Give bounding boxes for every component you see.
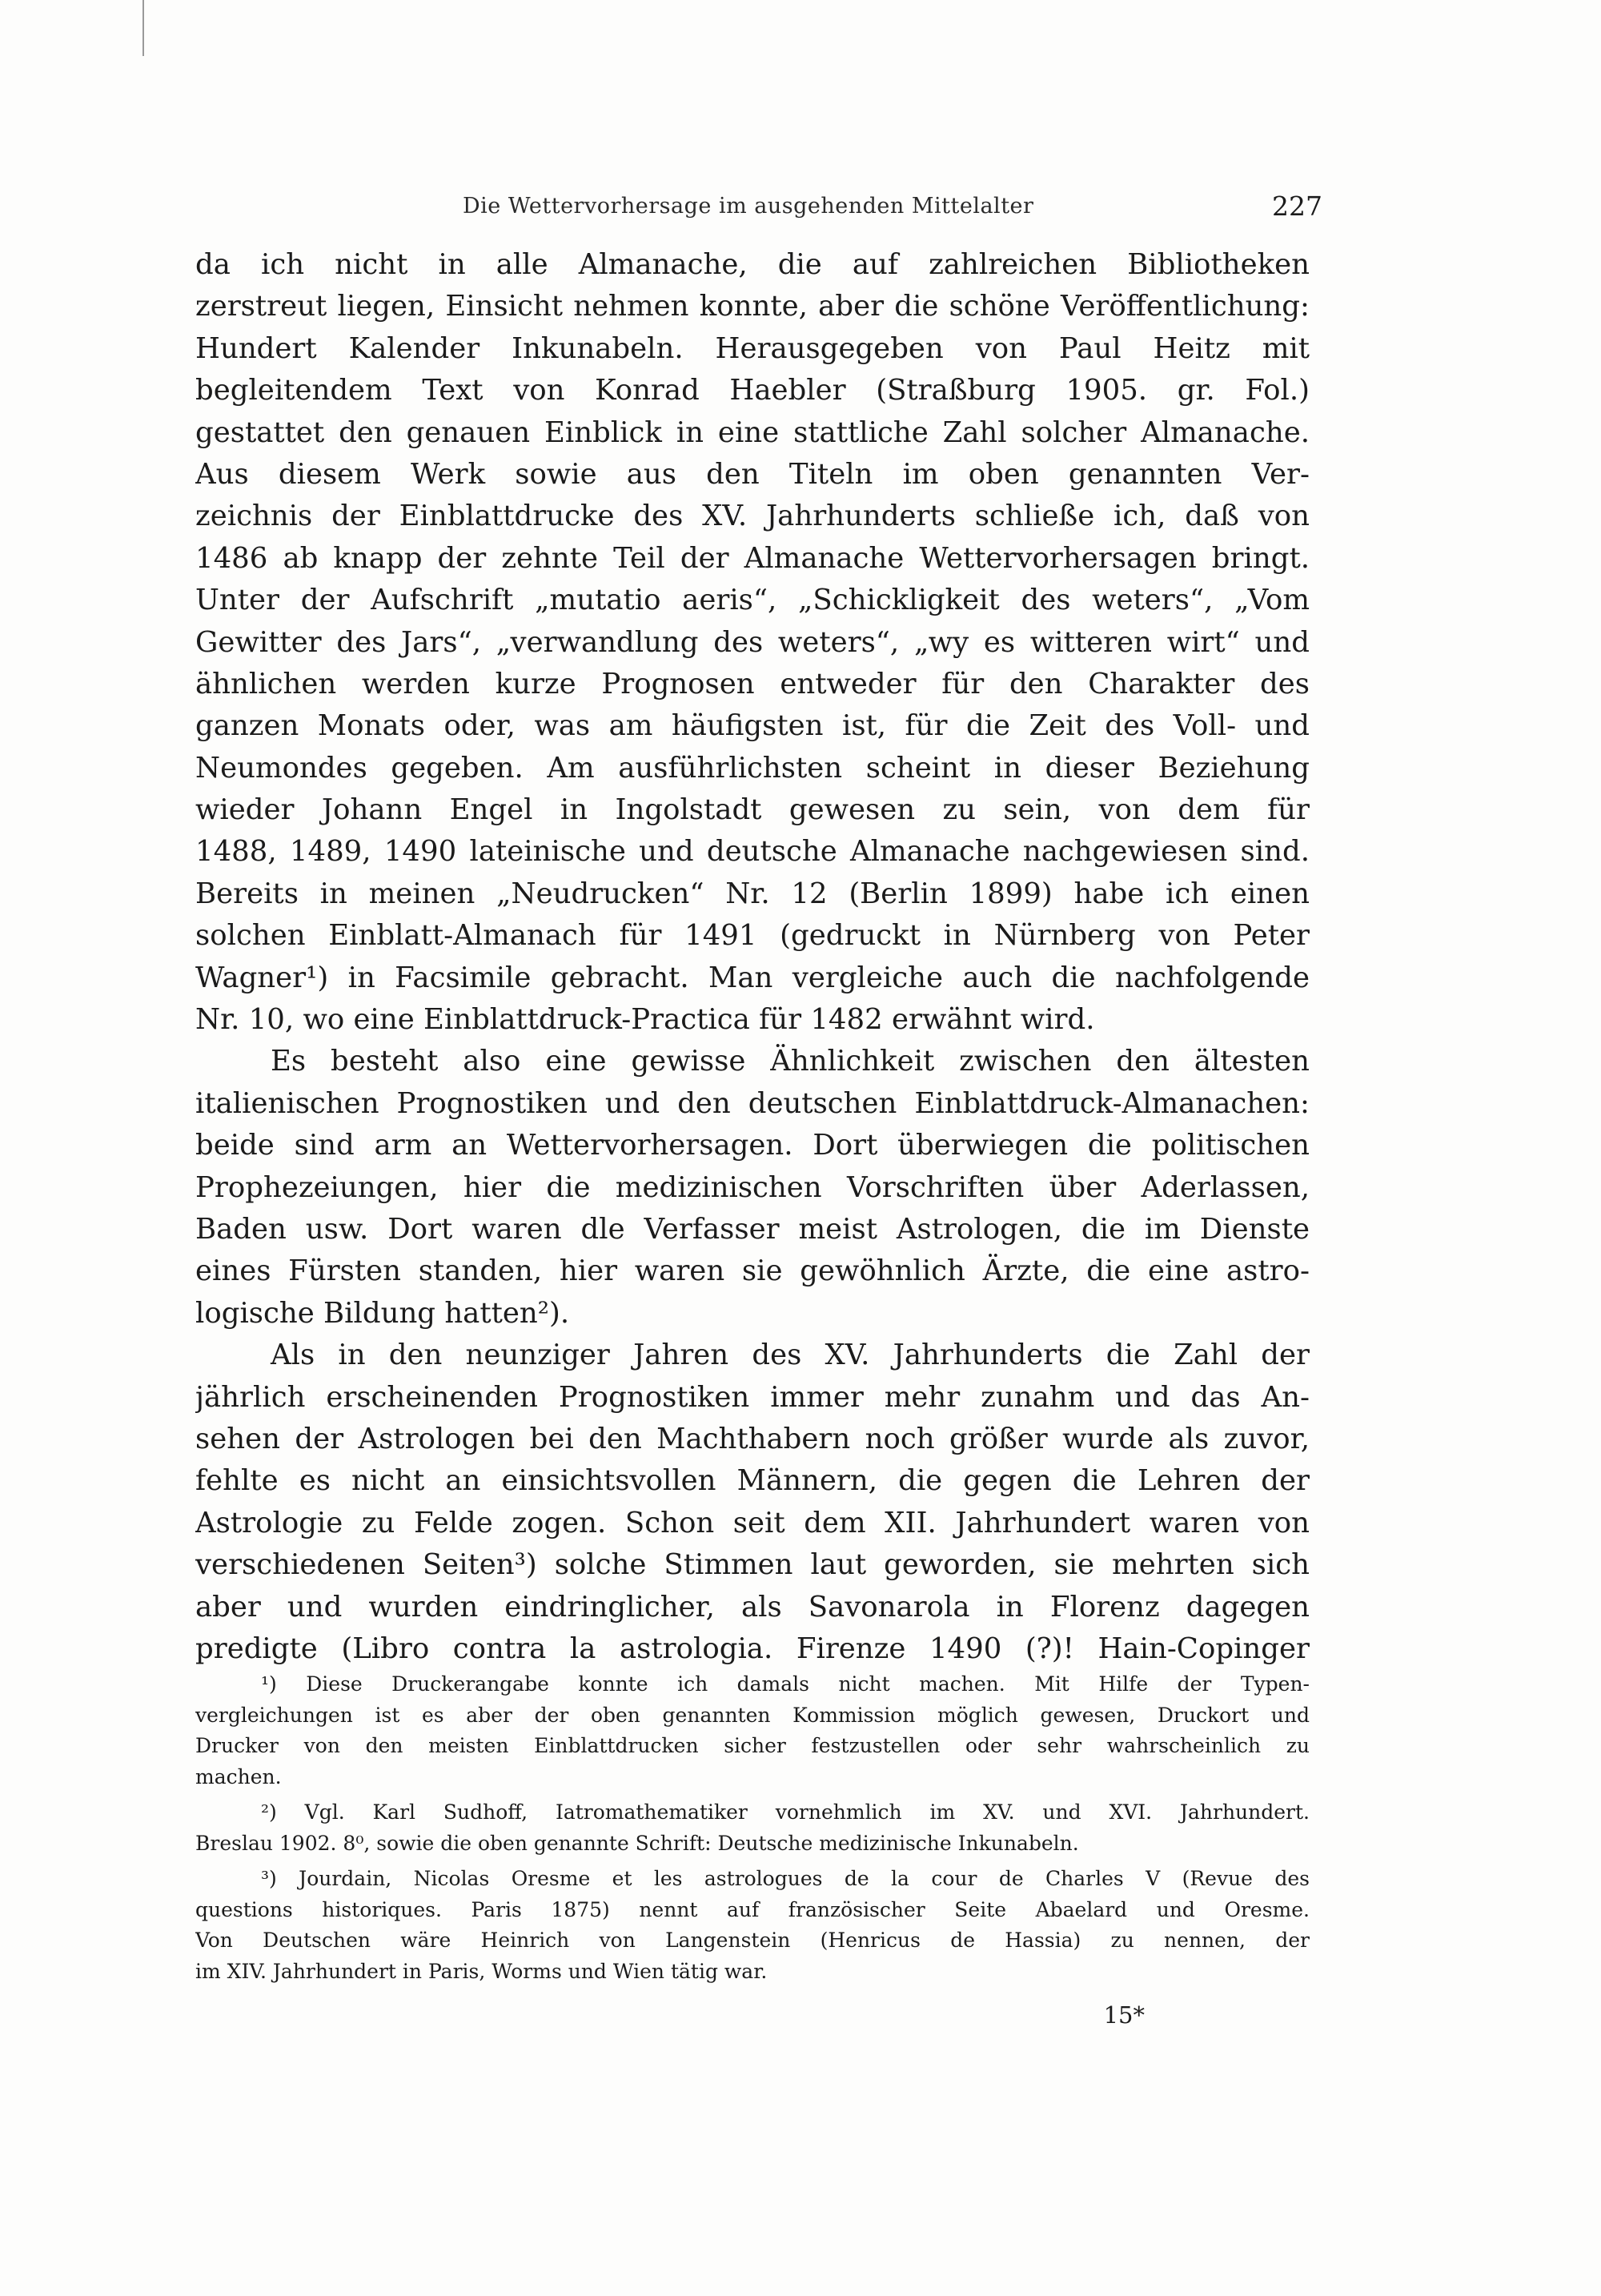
body-line: gestattet den genauen Einblick in eine stattliche Zahl solcher Almanache. <box>195 415 1310 449</box>
footnote-line: ²) Vgl. Karl Sudhoff, Iatromathematiker vornehmlich im XV. und XVI. Jahrhundert. <box>261 1800 1310 1824</box>
body-line: Gewitter des Jars“, „verwandlung des weters“, „wy es witteren wirt“ und <box>195 625 1310 659</box>
body-line: da ich nicht in alle Almanache, die auf zahlreichen Bibliotheken <box>195 248 1310 281</box>
body-line: 1486 ab knapp der zehnte Teil der Almanache Wettervorhersagen bringt. <box>195 541 1310 575</box>
body-line: Wagner¹) in Facsimile gebracht. Man vergleiche auch die nachfolgende <box>195 961 1310 994</box>
body-line: Neumondes gegeben. Am ausführlichsten scheint in dieser Beziehung <box>195 751 1310 785</box>
body-line: ähnlichen werden kurze Prognosen entweder für den Charakter des <box>195 667 1310 700</box>
footnote-line: Von Deutschen wäre Heinrich von Langenstein (Henricus de Hassia) zu nennen, der <box>195 1929 1310 1952</box>
body-line: eines Fürsten standen, hier waren sie gewöhnlich Ärzte, die eine astro- <box>195 1254 1310 1288</box>
body-line: wieder Johann Engel in Ingolstadt gewesen zu sein, von dem für <box>195 793 1310 827</box>
body-line: Nr. 10, wo eine Einblattdruck-Practica für 1482 erwähnt wird. <box>195 1003 1095 1037</box>
body-line: Astrologie zu Felde zogen. Schon seit dem XII. Jahrhundert waren von <box>195 1506 1310 1539</box>
footnote-line: questions historiques. Paris 1875) nennt auf französischer Seite Abaelard und Oresme. <box>195 1897 1310 1921</box>
footnote-3 <box>195 1864 1310 1987</box>
footnote-1 <box>195 1669 1310 1792</box>
body-line: aber und wurden eindringlicher, als Savonarola in Florenz dagegen <box>195 1590 1310 1624</box>
running-head <box>463 191 1322 226</box>
scan-edge-mark <box>142 0 144 56</box>
footnotes <box>195 1669 1310 1987</box>
body-line: zerstreut liegen, Einsicht nehmen konnte, aber die schöne Veröffentlichung: <box>195 290 1310 323</box>
body-line: Es besteht also eine gewisse Ähnlichkeit zwischen den ältesten <box>271 1045 1310 1078</box>
footnote-line: machen. <box>195 1764 282 1788</box>
body-line: sehen der Astrologen bei den Machthabern noch größer wurde als zuvor, <box>195 1422 1310 1455</box>
body-line: beide sind arm an Wettervorhersagen. Dort überwiegen die politischen <box>195 1129 1310 1162</box>
page-number: 227 <box>1272 191 1322 222</box>
body-line: Als in den neunziger Jahren des XV. Jahrhunderts die Zahl der <box>271 1339 1310 1372</box>
body-line: zeichnis der Einblattdrucke des XV. Jahrhunderts schließe ich, daß von <box>195 500 1310 533</box>
running-title: Die Wettervorhersage im ausgehenden Mittelalter <box>463 194 1034 219</box>
body-line: solchen Einblatt-Almanach für 1491 (gedruckt in Nürnberg von Peter <box>195 919 1310 953</box>
body-line: Prophezeiungen, hier die medizinischen Vorschriften über Aderlassen, <box>195 1170 1310 1204</box>
body-text <box>195 244 1310 1670</box>
footnote-line: Drucker von den meisten Einblattdrucken sicher festzustellen oder sehr wahrscheinlich zu <box>195 1734 1310 1757</box>
body-line: verschiedenen Seiten³) solche Stimmen laut geworden, sie mehrten sich <box>195 1548 1310 1582</box>
footnote-line: Breslau 1902. 8⁰, sowie die oben genannte Schrift: Deutsche medizinische Inkunabeln. <box>195 1831 1079 1855</box>
body-line: logische Bildung hatten²). <box>195 1296 570 1330</box>
footnote-2 <box>195 1797 1310 1859</box>
body-line: Aus diesem Werk sowie aus den Titeln im oben genannten Ver- <box>195 457 1310 491</box>
body-line: fehlte es nicht an einsichtsvollen Männern, die gegen die Lehren der <box>195 1464 1310 1498</box>
footnote-line: ³) Jourdain, Nicolas Oresme et les astrologues de la cour de Charles V (Revue des <box>261 1867 1310 1890</box>
body-line: Baden usw. Dort waren dle Verfasser meist Astrologen, die im Dienste <box>195 1212 1310 1246</box>
body-line: italienischen Prognostiken und den deutschen Einblattdruck-Almanachen: <box>195 1086 1310 1120</box>
body-line: Hundert Kalender Inkunabeln. Herausgegeben von Paul Heitz mit <box>195 331 1310 365</box>
signature-mark: 15* <box>1103 2001 1145 2029</box>
body-line: jährlich erscheinenden Prognostiken immer mehr zunahm und das An- <box>195 1380 1310 1414</box>
body-line: ganzen Monats oder, was am häufigsten ist, für die Zeit des Voll- und <box>195 709 1310 743</box>
footnote-line: vergleichungen ist es aber der oben genannten Kommission möglich gewesen, Druckort und <box>195 1703 1310 1727</box>
footnote-line: im XIV. Jahrhundert in Paris, Worms und Wien tätig war. <box>195 1959 768 1983</box>
body-line: 1488, 1489, 1490 lateinische und deutsche Almanache nachgewiesen sind. <box>195 835 1310 869</box>
body-line: Unter der Aufschrift „mutatio aeris“, „Schickligkeit des weters“, „Vom <box>195 584 1310 617</box>
body-line: predigte (Libro contra la astrologia. Firenze 1490 (?)! Hain-Copinger <box>195 1632 1310 1665</box>
body-line: Bereits in meinen „Neudrucken“ Nr. 12 (Berlin 1899) habe ich einen <box>195 877 1310 910</box>
footnote-line: ¹) Diese Druckerangabe konnte ich damals nicht machen. Mit Hilfe der Typen- <box>261 1672 1310 1696</box>
body-line: begleitendem Text von Konrad Haebler (Straßburg 1905. gr. Fol.) <box>195 374 1310 407</box>
